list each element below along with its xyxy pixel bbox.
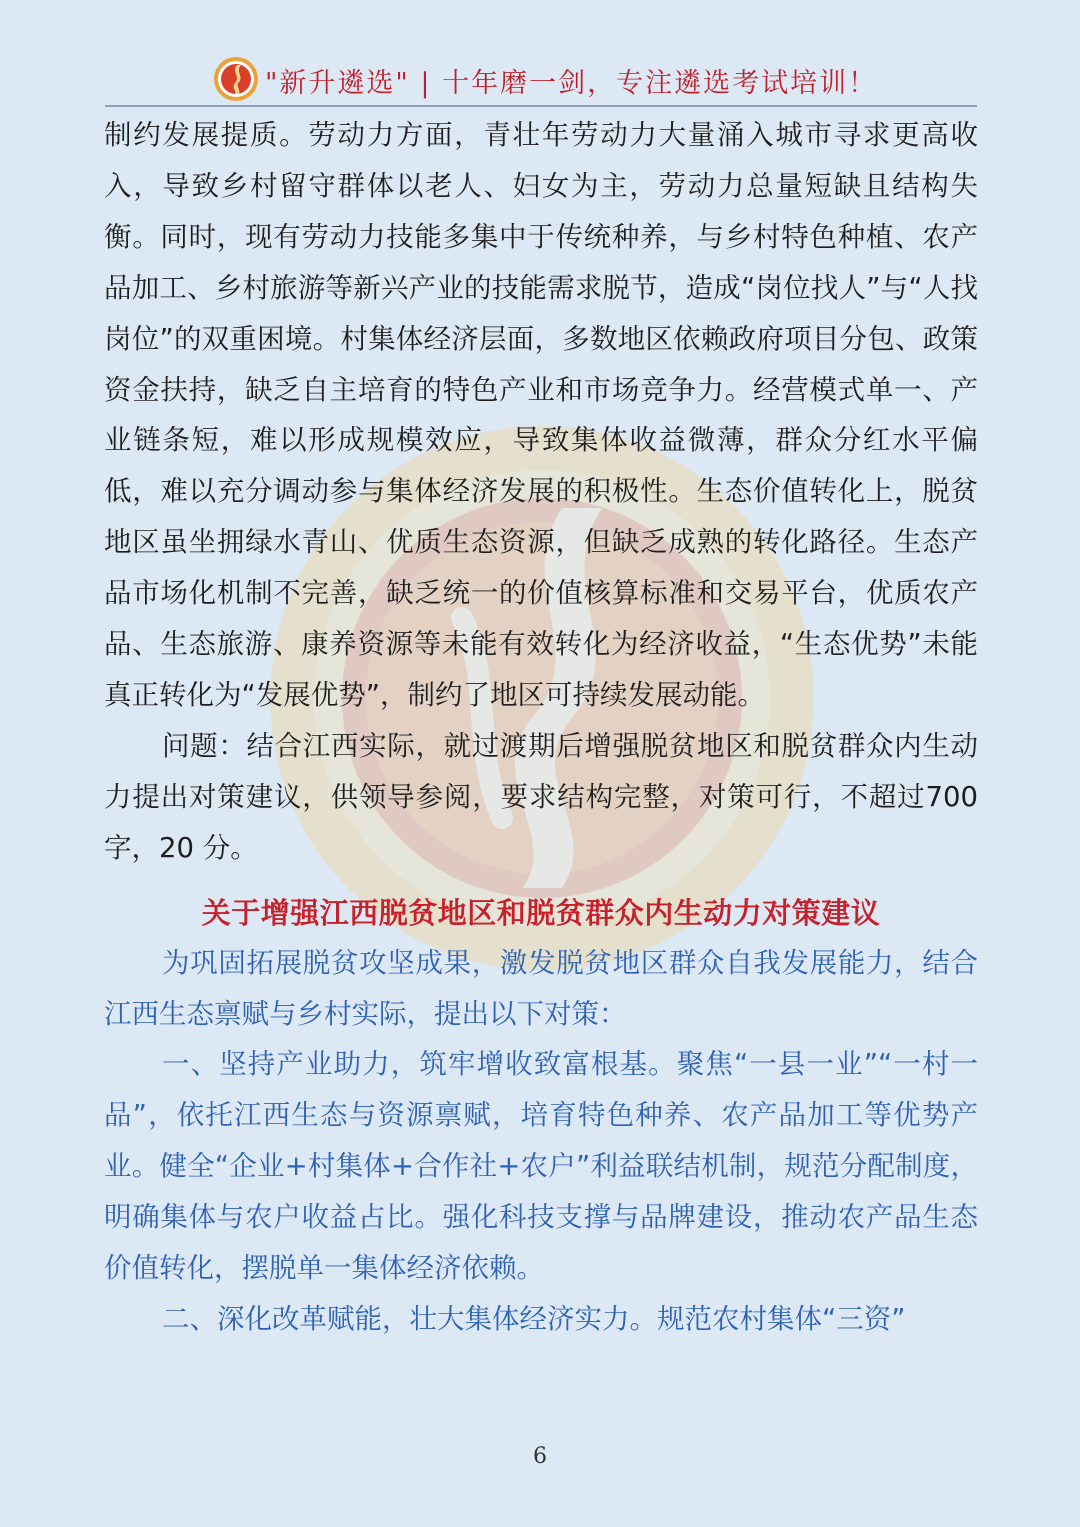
background-paragraph: 制约发展提质。劳动力方面，青壮年劳动力大量涌入城市寻求更高收入，导致乡村留守群体以老人、妇女为主，劳动力总量短缺且结构失衡。同时，现有劳动力技能多集中于传统种养，与乡村特色种植、农产品加工、乡村旅游等新兴产业的技能需求脱节，造成“岗位找人”与“人找岗位”的双重困境。村集体经济层面，多数地区依赖政府项目分包、政策资金扶持，缺乏自主培育的特色产业和市场竞争力。经营模式单一、产业链条短，难以形成规模效应，导致集体收益微薄，群众分红水平偏低，难以充分调动参与集体经济发展的积极性。生态价值转化上，脱贫地区虽坐拥绿水青山、优质生态资源，但缺乏成熟的转化路径。生态产品市场化机制不完善，缺乏统一的价值核算标准和交易平台，优质农产品、生态旅游、康养资源等未能有效转化为经济收益，“生态优势”未能真正转化为“发展优势”，制约了地区可持续发展动能。 — [104, 119, 978, 711]
page-number: 6 — [533, 1444, 547, 1469]
answer-title: 关于增强江西脱贫地区和脱贫群众内生动力对策建议 — [201, 895, 881, 930]
header-slogan: "新升遴选" | 十年磨一剑，专注遴选考试培训！ — [265, 68, 878, 99]
logo-icon — [213, 56, 259, 102]
answer-point-1: 一、坚持产业助力，筑牢增收致富根基。聚焦“一县一业”“一村一品”，依托江西生态与资源禀赋，培育特色种养、农产品加工等优势产业。健全“企业+村集体+合作社+农户”利益联结机制，规范分配制度，明确集体与农户收益占比。强化科技支撑与品牌建设，推动农产品生态价值转化，摆脱单一集体经济依赖。 — [104, 1048, 978, 1285]
document-body — [104, 110, 978, 1345]
page-header — [105, 55, 977, 107]
question-paragraph: 问题：结合江西实际，就过渡期后增强脱贫地区和脱贫群众内生动力提出对策建议，供领导参阅，要求结构完整，对策可行，不超过700 字，20 分。 — [104, 729, 978, 864]
answer-point-2: 二、深化改革赋能，壮大集体经济实力。规范农村集体“三资” — [162, 1302, 906, 1335]
answer-intro: 为巩固拓展脱贫攻坚成果，激发脱贫地区群众自我发展能力，结合江西生态禀赋与乡村实际，提出以下对策： — [104, 946, 978, 1030]
